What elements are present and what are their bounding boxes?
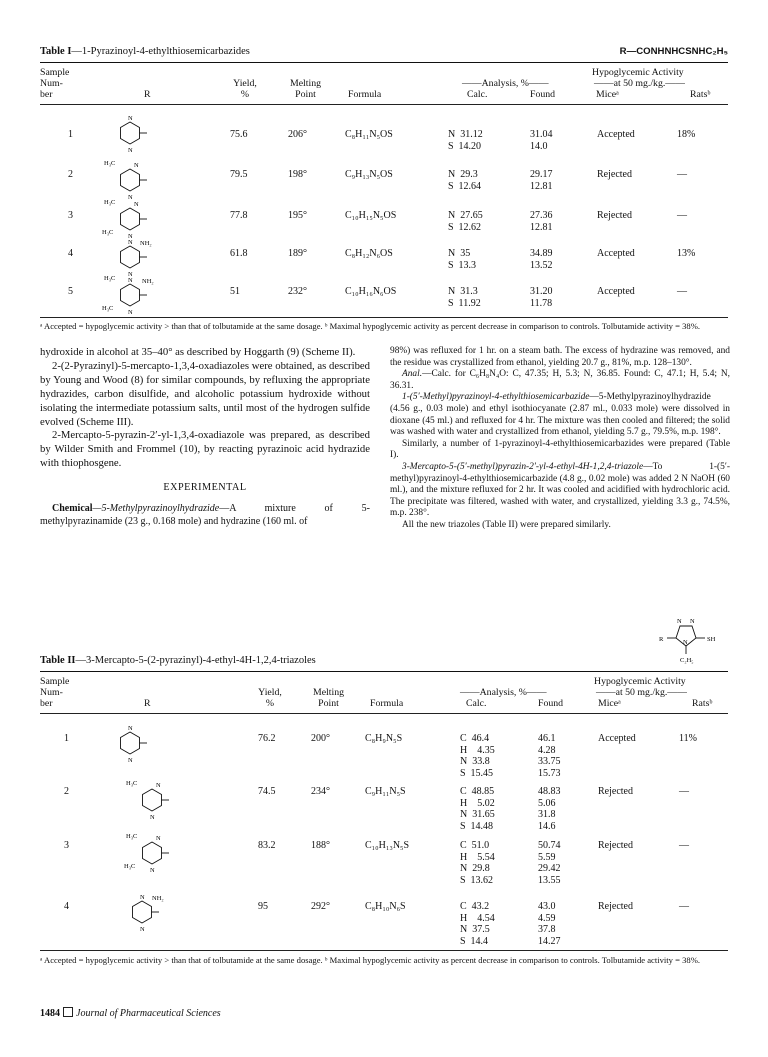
table1-formula-header: R—CONHNHCSNHC₂H₅: [619, 46, 728, 57]
formula: C₈H₁₁N₅OS: [345, 129, 393, 140]
svg-text:H₃C: H₃C: [126, 780, 138, 787]
left-paragraph-4: Chemical—5-Methylpyrazinoylhydrazide—A mixture of 5-methylpyrazinamide (23 g., 0.168 mole) and hydrazine (160 ml. of: [40, 503, 370, 527]
svg-text:N: N: [128, 147, 133, 154]
formula: C₈H₁₀N₆S: [365, 901, 406, 912]
svg-text:N: N: [140, 926, 145, 933]
analysis-calc: C 43.2 H 4.54 N 37.5 S 14.4: [460, 901, 495, 947]
t2-methylpyrazine-structure: [126, 780, 169, 821]
svg-text:H₃C: H₃C: [124, 863, 136, 870]
rats-activity: —: [677, 210, 687, 221]
header-formula: Formula: [348, 89, 382, 100]
table2-caption-label: Table II: [40, 655, 76, 666]
header-dose: ——at 50 mg./kg.——: [594, 78, 685, 89]
analysis-found: 50.74 5.59 29.42 13.55: [538, 840, 561, 886]
table1-caption-text: —1-Pyrazinoyl-4-ethylthiosemicarbazides: [71, 46, 250, 57]
mice-activity: Rejected: [598, 901, 633, 912]
header-sample: Sample: [40, 67, 70, 78]
header-found: Found: [530, 89, 556, 100]
header-point: Point: [295, 89, 316, 100]
svg-text:N: N: [140, 894, 145, 901]
t2-pyrazine-structure: [121, 725, 148, 764]
t2-header-formula: Formula: [370, 698, 404, 709]
right-paragraph-1: 98%) was refluxed for 1 hr. on a steam bath. The excess of hydrazine was removed, and the residue was crystallized from ethanol, yielding 20.7 g., 81%, m.p. 128–130°.: [390, 346, 730, 368]
svg-text:R: R: [659, 636, 664, 643]
table1-caption-label: Table I: [40, 46, 72, 57]
analysis-calc: C 46.4 H 4.35 N 33.8 S 15.45: [460, 733, 495, 779]
formula: C₈H₁₂N₆OS: [345, 248, 393, 259]
svg-text:N: N: [156, 782, 161, 789]
analysis-calc: C 48.85 H 5.02 N 31.65 S 14.48: [460, 786, 495, 832]
rats-activity: —: [677, 286, 687, 297]
sample-number: 1: [68, 129, 73, 140]
svg-text:N: N: [128, 277, 133, 284]
formula: C₁₀H₁₆N₆OS: [345, 286, 397, 297]
melting-point: 292°: [311, 901, 330, 912]
sample-number: 4: [68, 248, 73, 259]
sample-number: 3: [64, 840, 69, 851]
header-r: R: [144, 89, 151, 100]
melting-point: 189°: [288, 248, 307, 259]
t2-header-yield: Yield,: [258, 687, 282, 698]
square-icon: [63, 1007, 73, 1017]
analysis-calc: N 29.3 S 12.64: [448, 169, 482, 192]
right-paragraph-5: 3-Mercapto-5-(5′-methyl)pyrazin-2′-yl-4-ethyl-4H-1,2,4-triazole—To 1-(5′-methyl)pyrazinoyl-4-ethylthiosemicarbazide (4.8 g., 0.02 mole) was added 2 N NaOH (60 ml.), and the mixture refluxed for 2 hr. It was cooled and acidified with hydrochloric acid. The precipitate was filtered, washed with water, and crystallized, yielding 3.3 g., 74.5%, m.p. 238°.: [390, 461, 730, 519]
svg-text:N: N: [128, 233, 133, 240]
journal-name: Journal of Pharmaceutical Sciences: [76, 1008, 221, 1019]
page-number: 1484: [40, 1008, 60, 1019]
melting-point: 200°: [311, 733, 330, 744]
t2-header-rats: Ratsᵇ: [692, 698, 713, 709]
svg-text:H₃C: H₃C: [104, 199, 116, 206]
t2-header-yield-unit: %: [265, 698, 275, 709]
yield-value: 51: [230, 286, 240, 297]
header-num: Num-: [40, 78, 63, 89]
svg-text:NH₂: NH₂: [142, 278, 154, 285]
svg-text:N: N: [150, 867, 155, 874]
rats-activity: —: [679, 901, 689, 912]
header-hypoglycemic: Hypoglycemic Activity: [592, 67, 684, 78]
t2-dimethylpyrazine-structure: [124, 833, 169, 874]
t2-header-dose: ——at 50 mg./kg.——: [596, 687, 687, 698]
yield-value: 77.8: [230, 210, 248, 221]
svg-text:N: N: [134, 201, 139, 208]
sample-number: 3: [68, 210, 73, 221]
t2-header-sample: Sample: [40, 676, 70, 687]
left-paragraph-2: 2-(2-Pyrazinyl)-5-mercapto-1,3,4-oxadiazoles were obtained, as described by Young and Wood (8) for similar compounds, by refluxing the appropriate hydrazides, carbon disulfide, and alcoholic potassium hydroxide without isolating the intermediate potassium salts, until most of the hydrogen sulfide evolved (Scheme III).: [40, 359, 370, 428]
formula: C₈H₉N₅S: [365, 733, 403, 744]
yield-value: 79.5: [230, 169, 248, 180]
right-paragraph-4: Similarly, a number of 1-pyrazinoyl-4-ethylthiosemicarbazides were prepared (Table I).: [390, 438, 730, 461]
header-ber: ber: [40, 89, 53, 100]
t2-header-r: R: [144, 698, 151, 709]
sample-number: 5: [68, 286, 73, 297]
svg-text:H₃C: H₃C: [102, 305, 114, 312]
left-paragraph-1: hydroxide in alcohol at 35–40° as described by Hoggarth (9) (Scheme II).: [40, 346, 356, 358]
experimental-heading: EXPERIMENTAL: [163, 482, 247, 494]
yield-value: 83.2: [258, 840, 276, 851]
svg-text:H₃C: H₃C: [126, 833, 138, 840]
analysis-found: 46.1 4.28 33.75 15.73: [538, 733, 561, 779]
right-paragraph-6: All the new triazoles (Table II) were prepared similarly.: [402, 519, 611, 530]
sample-number: 1: [64, 733, 69, 744]
svg-text:N: N: [128, 194, 133, 201]
rats-activity: 13%: [677, 248, 696, 259]
right-paragraph-3: 1-(5′-Methyl)pyrazinoyl-4-ethylthiosemicarbazide—5-Methylpyrazinoylhydrazide (4.56 g., 0.03 mole) and ethyl isothiocyanate (2.87 ml., 0.033 mole) were dissolved in dioxane (45 ml.) and refluxed for 4 hr. The mixture was then cooled and filtered; the solid was washed with water and crystallized from ethanol, yielding 5.7 g., 79.5%, m.p. 198°.: [390, 392, 730, 438]
melting-point: 198°: [288, 169, 307, 180]
svg-text:N: N: [128, 239, 133, 246]
mice-activity: Rejected: [597, 210, 632, 221]
analysis-found: 34.89 13.52: [530, 248, 553, 271]
svg-text:N: N: [128, 115, 133, 122]
analysis-found: 31.04 14.0: [530, 129, 553, 152]
right-paragraph-2: Anal.—Calc. for C₆H₈N₄O: C, 47.35; H, 5.3; N, 36.85. Found: C, 47.1; H, 5.4; N, 36.31.: [390, 369, 730, 391]
sample-number: 4: [64, 901, 69, 912]
analysis-found: 48.83 5.06 31.8 14.6: [538, 786, 561, 832]
table2-caption-text: —3-Mercapto-5-(2-pyrazinyl)-4-ethyl-4H-1,2,4-triazoles: [75, 655, 316, 666]
rats-activity: 11%: [679, 733, 697, 744]
t2-header-point: Point: [318, 698, 339, 709]
analysis-found: 29.17 12.81: [530, 169, 553, 192]
header-rats: Ratsᵇ: [690, 89, 711, 100]
melting-point: 188°: [311, 840, 330, 851]
formula: C₁₀H₁₃N₅S: [365, 840, 410, 851]
svg-text:N: N: [150, 814, 155, 821]
svg-text:N: N: [128, 725, 133, 732]
yield-value: 74.5: [258, 786, 276, 797]
table2-footnote: ᵃ Accepted = hypoglycemic activity > than that of tolbutamide at the same dosage. ᵇ Maximal hypoglycemic activity as percent decrease in comparison to controls. Tolbutamide activity = 38%.: [40, 955, 701, 965]
melting-point: 234°: [311, 786, 330, 797]
t2-header-calc: Calc.: [466, 698, 487, 709]
formula: C₁₀H₁₅N₅OS: [345, 210, 397, 221]
svg-text:N: N: [128, 757, 133, 764]
table2-bottom-rule: [40, 950, 728, 951]
yield-value: 61.8: [230, 248, 248, 259]
svg-text:H₃C: H₃C: [104, 160, 116, 167]
t2-header-melting: Melting: [312, 687, 345, 698]
svg-text:N: N: [690, 618, 695, 625]
header-calc: Calc.: [467, 89, 488, 100]
rats-activity: —: [679, 840, 689, 851]
analysis-found: 31.20 11.78: [530, 286, 553, 309]
svg-text:N: N: [128, 271, 133, 278]
svg-text:N: N: [134, 162, 139, 169]
svg-text:C₂H₅: C₂H₅: [680, 657, 694, 664]
analysis-found: 43.0 4.59 37.8 14.27: [538, 901, 561, 947]
svg-text:N: N: [128, 309, 133, 316]
mice-activity: Rejected: [597, 169, 632, 180]
yield-value: 95: [258, 901, 268, 912]
rats-activity: —: [679, 786, 689, 797]
header-melting: Melting: [289, 78, 322, 89]
svg-text:N: N: [156, 835, 161, 842]
t2-header-analysis: ——Analysis, %——: [460, 687, 547, 698]
analysis-calc: N 27.65 S 12.62: [448, 210, 483, 233]
svg-text:SH: SH: [707, 636, 716, 643]
mice-activity: Accepted: [597, 286, 635, 297]
mice-activity: Accepted: [597, 129, 635, 140]
svg-text:N: N: [683, 639, 688, 646]
melting-point: 195°: [288, 210, 307, 221]
yield-value: 75.6: [230, 129, 248, 140]
left-paragraph-3: 2-Mercapto-5-pyrazin-2′-yl-1,3,4-oxadiazole was prepared, as described by Wilder Smith and Frommel (10), by reacting pyrazinoic acid hydrazide with thiophosgene.: [40, 429, 370, 470]
melting-point: 232°: [288, 286, 307, 297]
t2-header-num: Num-: [40, 687, 63, 698]
analysis-calc: N 35 S 13.3: [448, 248, 477, 271]
svg-text:N: N: [677, 618, 682, 625]
mice-activity: Rejected: [598, 786, 633, 797]
svg-text:H₃C: H₃C: [102, 229, 114, 236]
sample-number: 2: [64, 786, 69, 797]
analysis-calc: N 31.12 S 14.20: [448, 129, 483, 152]
header-yield: Yield,: [233, 78, 257, 89]
t2-header-mice: Miceᵃ: [598, 698, 621, 709]
t2-header-found: Found: [538, 698, 564, 709]
mice-activity: Accepted: [598, 733, 636, 744]
rats-activity: —: [677, 169, 687, 180]
table1-footnote: ᵃ Accepted = hypoglycemic activity > than that of tolbutamide at the same dosage. ᵇ Maximal hypoglycemic activity as percent decrease in comparison to controls. Tolbutamide activity = 38%.: [40, 321, 701, 331]
mice-activity: Accepted: [597, 248, 635, 259]
svg-text:NH₂: NH₂: [140, 240, 152, 247]
header-analysis: ——Analysis, %——: [462, 78, 549, 89]
journal-footer: [40, 1007, 221, 1019]
analysis-calc: C 51.0 H 5.54 N 29.8 S 13.62: [460, 840, 495, 886]
sample-number: 2: [68, 169, 73, 180]
yield-value: 76.2: [258, 733, 276, 744]
header-mice: Miceᵃ: [596, 89, 619, 100]
rats-activity: 18%: [677, 129, 696, 140]
formula: C₉H₁₁N₅S: [365, 786, 406, 797]
t2-aminopyrazine-structure: [133, 894, 164, 933]
analysis-found: 27.36 12.81: [530, 210, 553, 233]
t2-header-ber: ber: [40, 698, 53, 709]
header-yield-unit: %: [240, 89, 250, 100]
formula: C₉H₁₃N₅OS: [345, 169, 393, 180]
mice-activity: Rejected: [598, 840, 633, 851]
analysis-calc: N 31.3 S 11.92: [448, 286, 481, 309]
svg-text:NH₂: NH₂: [152, 895, 164, 902]
melting-point: 206°: [288, 129, 307, 140]
svg-text:H₃C: H₃C: [104, 275, 116, 282]
t2-header-hypoglycemic: Hypoglycemic Activity: [594, 676, 686, 687]
